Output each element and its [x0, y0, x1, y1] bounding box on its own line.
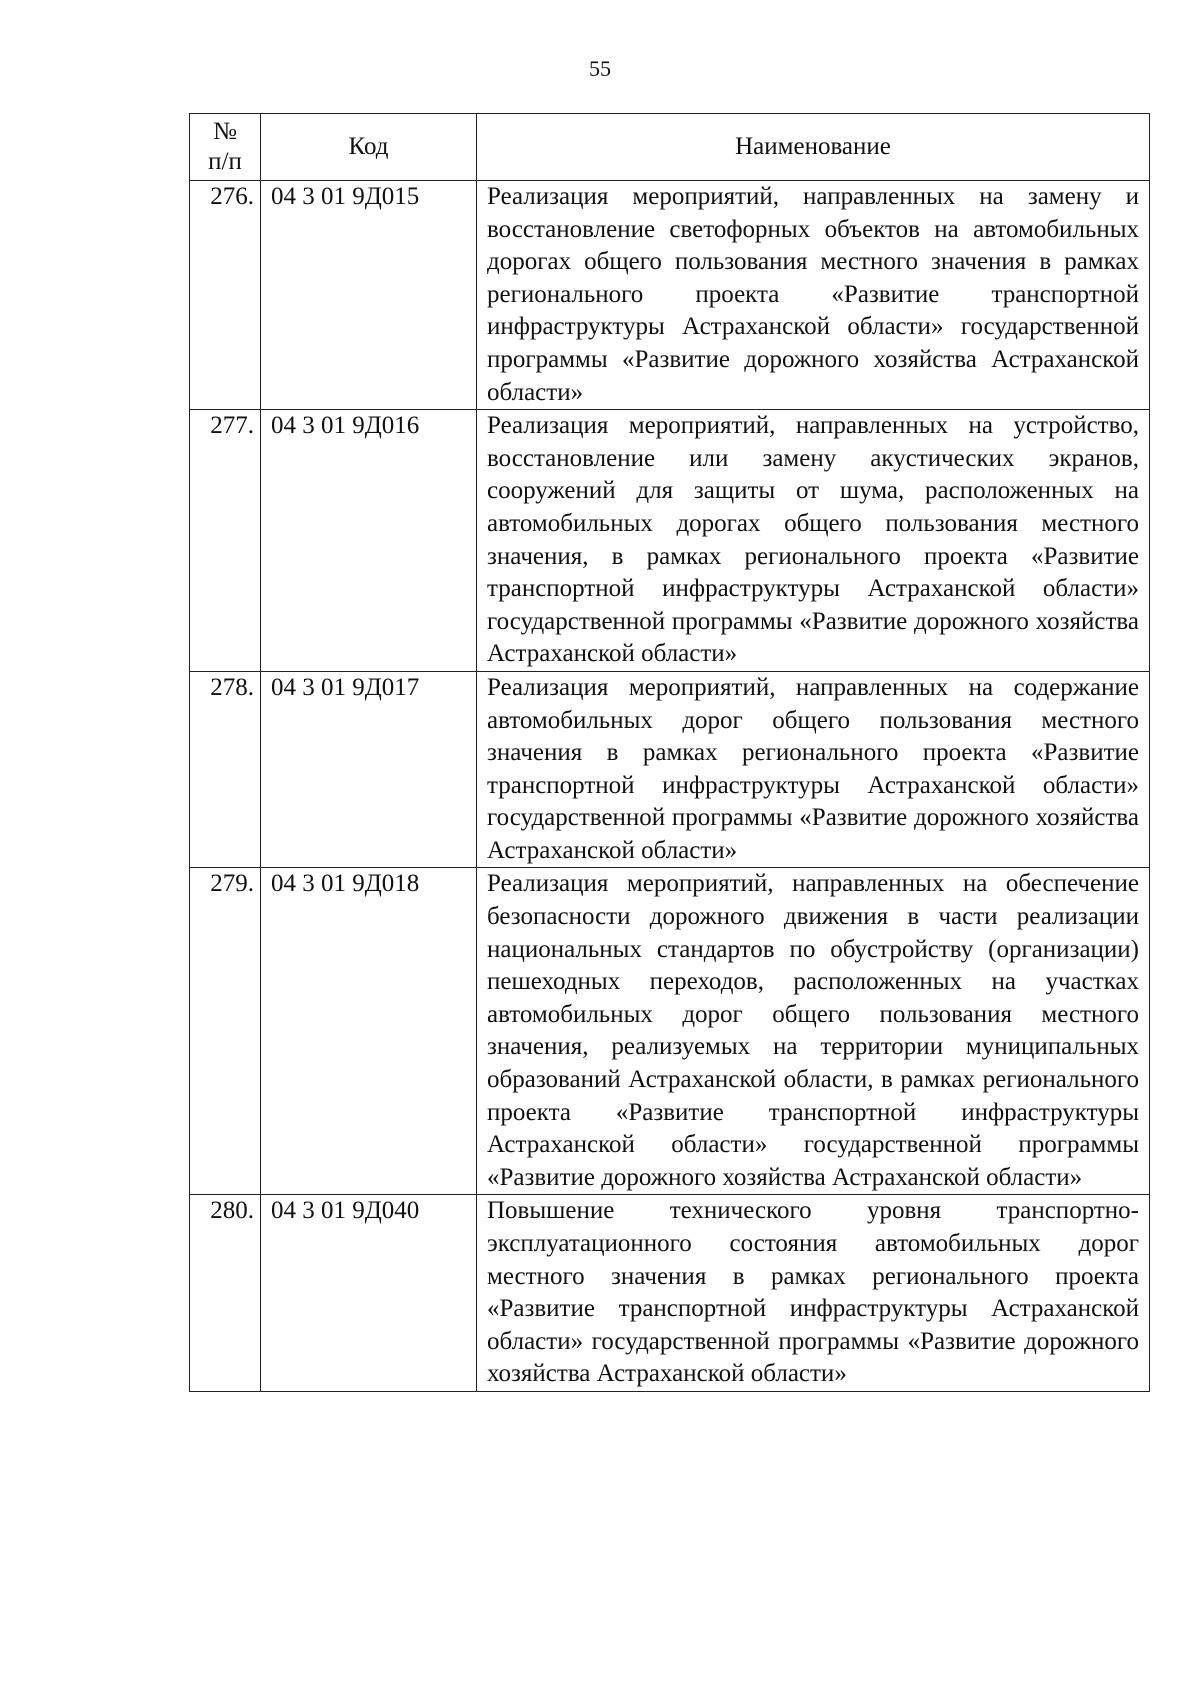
table-row: [190, 410, 1150, 672]
row-code: 04 3 01 9Д018: [261, 868, 477, 1195]
header-code: Код: [261, 114, 477, 181]
row-code: 04 3 01 9Д015: [261, 181, 477, 410]
row-number: 278.: [190, 671, 261, 868]
header-number-symbol: №: [213, 118, 237, 145]
header-number: [190, 114, 261, 181]
row-number: 280.: [190, 1195, 261, 1392]
row-code: 04 3 01 9Д017: [261, 671, 477, 868]
row-name: Повышение технического уровня транспортно-эксплуатационного состояния автомобильных дорог местного значения в рамках регионального проекта «Развитие транспортной инфраструктуры Астраханской области» государственной программы «Развитие дорожного хозяйства Астраханской области»: [477, 1195, 1150, 1392]
row-name: Реализация мероприятий, направленных на обеспечение безопасности дорожного движения в части реализации национальных стандартов по обустройству (организации) пешеходных переходов, расположенных на участках автомобильных дорог общего пользования местного значения, реализуемых на территории муниципальных образований Астраханской области, в рамках регионального проекта «Развитие транспортной инфраструктуры Астраханской области» государственной программы «Развитие дорожного хозяйства Астраханской области»: [477, 868, 1150, 1195]
header-name: Наименование: [477, 114, 1150, 181]
row-number: 277.: [190, 410, 261, 672]
budget-code-table: [189, 113, 1150, 1392]
row-name: Реализация мероприятий, направленных на содержание автомобильных дорог общего пользования местного значения в рамках регионального проекта «Развитие транспортной инфраструктуры Астраханской области» государственной программы «Развитие дорожного хозяйства Астраханской области»: [477, 671, 1150, 868]
table-row: [190, 671, 1150, 868]
table-header-row: [190, 114, 1150, 181]
table-row: [190, 181, 1150, 410]
row-code: 04 3 01 9Д016: [261, 410, 477, 672]
page-number: 55: [589, 56, 611, 81]
row-number: 276.: [190, 181, 261, 410]
row-code: 04 3 01 9Д040: [261, 1195, 477, 1392]
row-name: Реализация мероприятий, направленных на устройство, восстановление или замену акустических экранов, сооружений для защиты от шума, расположенных на автомобильных дорогах общего пользования местного значения, в рамках регионального проекта «Развитие транспортной инфраструктуры Астраханской области» государственной программы «Развитие дорожного хозяйства Астраханской области»: [477, 410, 1150, 672]
table-row: [190, 1195, 1150, 1392]
row-name: Реализация мероприятий, направленных на замену и восстановление светофорных объектов на автомобильных дорогах общего пользования местного значения в рамках регионального проекта «Развитие транспортной инфраструктуры Астраханской области» государственной программы «Развитие дорожного хозяйства Астраханской области»: [477, 181, 1150, 410]
row-number: 279.: [190, 868, 261, 1195]
table-row: [190, 868, 1150, 1195]
header-number-abbrev: п/п: [208, 148, 242, 175]
